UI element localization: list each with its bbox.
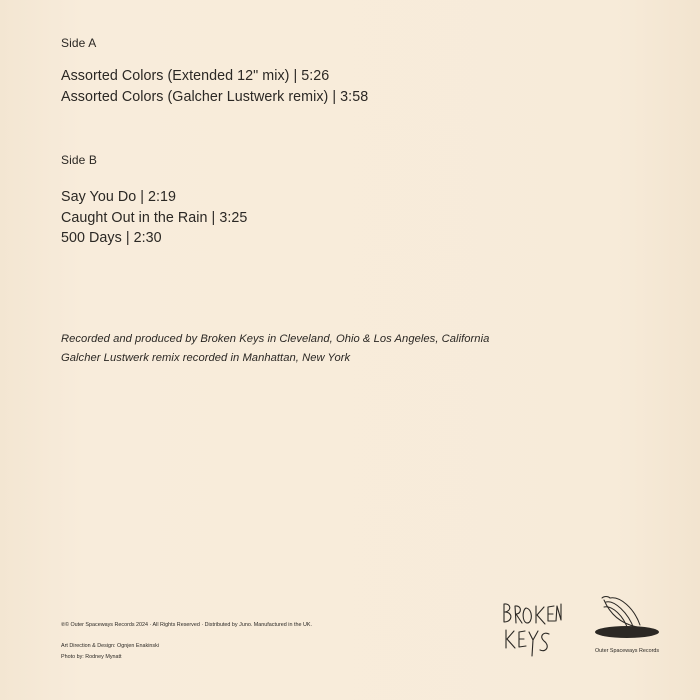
side-a-tracklist bbox=[61, 66, 368, 107]
broken-keys-logo bbox=[500, 598, 562, 660]
recording-credits bbox=[61, 330, 489, 367]
arc-shape bbox=[610, 598, 640, 625]
credits-line: Galcher Lustwerk remix recorded in Manhattan, New York bbox=[61, 351, 351, 364]
track-item: Caught Out in the Rain | 3:25 bbox=[61, 209, 248, 226]
side-b-tracklist bbox=[61, 187, 247, 249]
label-name: Outer Spaceways Records bbox=[594, 648, 660, 654]
side-a-heading: Side A bbox=[61, 36, 97, 50]
track-item: Say You Do | 2:19 bbox=[61, 189, 177, 205]
side-b-heading: Side B bbox=[61, 153, 97, 167]
photo-credit: Photo by: Rodney Mynatt bbox=[61, 653, 122, 660]
outer-spaceways-logo bbox=[584, 592, 670, 646]
design-credits bbox=[61, 641, 159, 662]
credits-line: Recorded and produced by Broken Keys in Cleveland, Ohio & Los Angeles, California bbox=[61, 333, 490, 345]
track-item: Assorted Colors (Galcher Lustwerk remix) | 3:58 bbox=[61, 88, 369, 105]
track-item: 500 Days | 2:30 bbox=[61, 230, 162, 246]
track-item: Assorted Colors (Extended 12" mix) | 5:26 bbox=[61, 68, 330, 84]
copyright-notice: ℗© Outer Spaceways Records 2024 · All Rights Reserved · Distributed by Juno. Manufactured in the UK. bbox=[61, 622, 312, 628]
art-direction-credit: Art Direction & Design: Ognjen Enakinski bbox=[61, 643, 159, 649]
